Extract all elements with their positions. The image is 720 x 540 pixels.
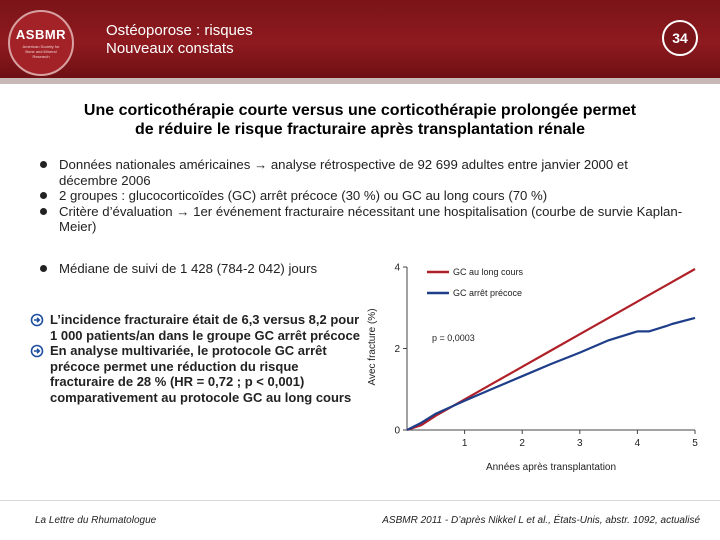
logo-subtext: American Society for Bone and Mineral Research [22,44,60,59]
logo-text: ASBMR [15,27,67,42]
page-number-badge: 34 [662,20,698,56]
y-tick-label: 4 [394,262,400,274]
legend-label: GC au long cours [453,267,524,277]
bullet-item: 2 groupes : glucocorticoïdes (GC) arrêt précoce (30 %) ou GC au long cours (70 %) [38,188,688,204]
conclusion-text: L’incidence fracturaire était de 6,3 versus 8,2 pour 1 000 patients/an dans le groupe GC arrêt précoce [50,312,360,343]
header-band [0,78,720,84]
conclusion-text: En analyse multivariée, le protocole GC arrêt précoce permet une réduction du risque fracturaire de 28 % (HR = 0,72 ; p < 0,001) comparativement au protocole GC au long cours [50,343,352,405]
conclusion-item [30,343,360,405]
chart-axes [394,263,698,450]
x-tick-label: 5 [692,438,698,449]
bullet-item: Critère d’évaluation → 1er événement fracturaire nécessitant une hospitalisation (courbe de survie Kaplan-Meier) [38,204,688,235]
arrow-bullet-icon [30,313,44,327]
header-title-line2: Nouveaux constats [106,40,234,57]
asbmr-logo [8,10,74,76]
arrow-bullet-icon [30,344,44,358]
header-title [106,22,253,58]
x-tick-label: 2 [519,438,525,449]
bullet-followup: Médiane de suivi de 1 428 (784-2 042) jours [38,261,317,276]
footer-divider [0,500,720,501]
chart-series [407,269,695,430]
y-tick-label: 2 [394,344,400,355]
slide-title-line2: de réduire le risque fracturaire après transplantation rénale [135,121,585,138]
chart-legend [427,267,524,298]
kaplan-meier-chart [355,255,705,475]
p-value-annotation: p = 0,0003 [432,333,475,343]
bullet-item: Données nationales américaines → analyse rétrospective de 92 699 adultes entre janvier 2000 et décembre 2006 [38,157,688,188]
slide-title-line1: Une corticothérapie courte versus une corticothérapie prolongée permet [83,102,637,119]
x-tick-label: 1 [461,438,468,449]
header-title-line1: Ostéoporose : risques [106,22,253,39]
series-line-gc-au-long-cours [407,269,695,430]
footer-reference: ASBMR 2011 - D’après Nikkel L et al., États-Unis, abstr. 1092, actualisé [382,515,700,526]
x-tick-label: 3 [577,438,583,449]
y-tick-label: 0 [394,425,400,437]
x-tick-label: 4 [634,438,641,449]
footer-source-journal: La Lettre du Rhumatologue [35,515,157,526]
bullet-list [38,157,688,235]
x-axis-label: Années après transplantation [485,462,617,473]
conclusion-item [30,312,360,343]
legend-label: GC arrêt précoce [453,288,523,298]
conclusion-list [30,312,360,405]
slide-title [40,101,680,139]
y-axis-label: Avec fracture (%) [367,308,378,386]
